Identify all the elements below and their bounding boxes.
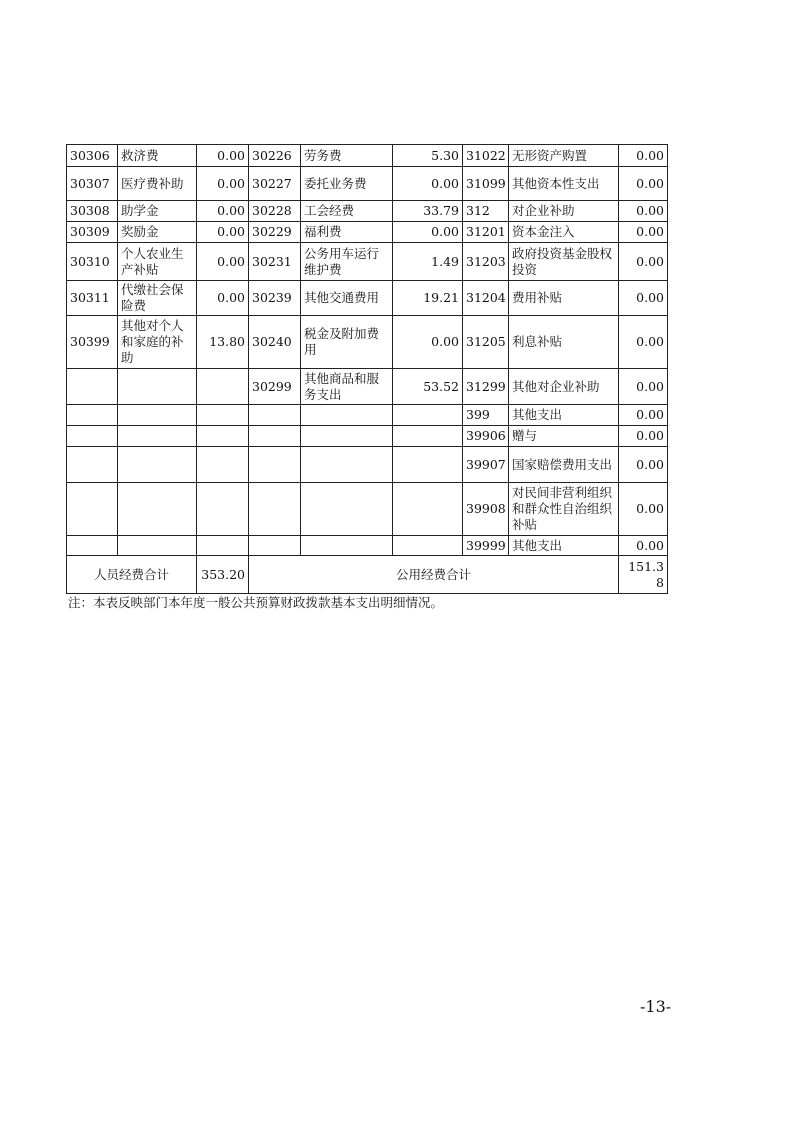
other-amount: 0.00	[619, 369, 668, 405]
personnel-code: 30310	[67, 243, 118, 281]
public-item: 其他交通费用	[301, 281, 393, 316]
table-note: 注：本表反映部门本年度一般公共预算财政拨款基本支出明细情况。	[68, 595, 444, 610]
personnel-total-value: 353.20	[197, 556, 249, 594]
personnel-code	[67, 405, 118, 426]
other-amount: 0.00	[619, 201, 668, 222]
public-code: 30226	[249, 145, 301, 167]
other-item: 其他资本性支出	[509, 167, 619, 201]
public-code	[249, 536, 301, 556]
totals-row	[67, 556, 668, 594]
public-amount: 0.00	[393, 222, 463, 243]
public-item	[301, 536, 393, 556]
personnel-item	[118, 369, 197, 405]
public-item	[301, 483, 393, 536]
public-amount	[393, 426, 463, 447]
personnel-amount: 0.00	[197, 281, 249, 316]
personnel-amount: 0.00	[197, 145, 249, 167]
public-amount	[393, 405, 463, 426]
other-amount: 0.00	[619, 316, 668, 369]
table-row	[67, 447, 668, 483]
other-code: 31204	[463, 281, 509, 316]
public-code: 30229	[249, 222, 301, 243]
other-code: 31201	[463, 222, 509, 243]
personnel-amount: 0.00	[197, 222, 249, 243]
other-item: 其他对企业补助	[509, 369, 619, 405]
personnel-amount	[197, 426, 249, 447]
table-row	[67, 316, 668, 369]
public-amount	[393, 447, 463, 483]
public-item: 福利费	[301, 222, 393, 243]
other-item: 对企业补助	[509, 201, 619, 222]
public-amount: 0.00	[393, 316, 463, 369]
personnel-amount	[197, 405, 249, 426]
public-code: 30231	[249, 243, 301, 281]
page-number: -13-	[640, 997, 672, 1016]
personnel-item	[118, 426, 197, 447]
personnel-amount	[197, 369, 249, 405]
personnel-item	[118, 405, 197, 426]
other-code: 399	[463, 405, 509, 426]
public-amount: 53.52	[393, 369, 463, 405]
public-item: 其他商品和服务支出	[301, 369, 393, 405]
table-row	[67, 426, 668, 447]
other-code: 31099	[463, 167, 509, 201]
table-row	[67, 483, 668, 536]
other-code: 39906	[463, 426, 509, 447]
public-total-label: 公用经费合计	[249, 556, 619, 594]
personnel-item: 助学金	[118, 201, 197, 222]
other-item: 国家赔偿费用支出	[509, 447, 619, 483]
public-code	[249, 447, 301, 483]
other-item: 利息补贴	[509, 316, 619, 369]
public-item: 公务用车运行维护费	[301, 243, 393, 281]
other-amount: 0.00	[619, 536, 668, 556]
other-amount: 0.00	[619, 281, 668, 316]
other-amount: 0.00	[619, 222, 668, 243]
public-code: 30228	[249, 201, 301, 222]
public-amount: 1.49	[393, 243, 463, 281]
personnel-item	[118, 536, 197, 556]
personnel-amount: 0.00	[197, 243, 249, 281]
personnel-total-label: 人员经费合计	[67, 556, 197, 594]
personnel-item	[118, 447, 197, 483]
table-row	[67, 369, 668, 405]
personnel-item: 救济费	[118, 145, 197, 167]
other-code: 31299	[463, 369, 509, 405]
public-amount: 5.30	[393, 145, 463, 167]
public-item	[301, 405, 393, 426]
public-amount	[393, 536, 463, 556]
other-amount: 0.00	[619, 483, 668, 536]
table-row	[67, 536, 668, 556]
public-item: 劳务费	[301, 145, 393, 167]
public-code: 30239	[249, 281, 301, 316]
other-amount: 0.00	[619, 167, 668, 201]
other-code: 31205	[463, 316, 509, 369]
other-code: 39999	[463, 536, 509, 556]
other-amount: 0.00	[619, 405, 668, 426]
other-amount: 0.00	[619, 145, 668, 167]
personnel-code	[67, 483, 118, 536]
personnel-item: 个人农业生产补贴	[118, 243, 197, 281]
personnel-code: 30309	[67, 222, 118, 243]
personnel-amount: 0.00	[197, 201, 249, 222]
public-item: 工会经费	[301, 201, 393, 222]
personnel-item: 其他对个人和家庭的补助	[118, 316, 197, 369]
personnel-amount	[197, 483, 249, 536]
public-code: 30240	[249, 316, 301, 369]
table-row	[67, 145, 668, 167]
personnel-code: 30308	[67, 201, 118, 222]
personnel-amount	[197, 447, 249, 483]
table-row	[67, 281, 668, 316]
table-row	[67, 405, 668, 426]
public-total-value: 151.38	[619, 556, 668, 594]
personnel-item: 医疗费补助	[118, 167, 197, 201]
personnel-code	[67, 369, 118, 405]
public-code: 30299	[249, 369, 301, 405]
other-code: 312	[463, 201, 509, 222]
table-row	[67, 243, 668, 281]
other-amount: 0.00	[619, 447, 668, 483]
personnel-item: 奖励金	[118, 222, 197, 243]
other-item: 费用补贴	[509, 281, 619, 316]
other-code: 31203	[463, 243, 509, 281]
table-row	[67, 167, 668, 201]
personnel-code	[67, 426, 118, 447]
personnel-item: 代缴社会保险费	[118, 281, 197, 316]
personnel-code	[67, 536, 118, 556]
public-item: 委托业务费	[301, 167, 393, 201]
other-amount: 0.00	[619, 243, 668, 281]
other-item: 其他支出	[509, 405, 619, 426]
personnel-amount: 0.00	[197, 167, 249, 201]
personnel-code: 30311	[67, 281, 118, 316]
public-amount: 33.79	[393, 201, 463, 222]
public-amount: 19.21	[393, 281, 463, 316]
expenditure-detail-table	[66, 144, 668, 594]
other-item: 对民间非营利组织和群众性自治组织补贴	[509, 483, 619, 536]
public-code	[249, 405, 301, 426]
public-item	[301, 426, 393, 447]
public-code: 30227	[249, 167, 301, 201]
personnel-item	[118, 483, 197, 536]
other-item: 其他支出	[509, 536, 619, 556]
other-item: 资本金注入	[509, 222, 619, 243]
table-row	[67, 201, 668, 222]
other-item: 赠与	[509, 426, 619, 447]
other-item: 政府投资基金股权投资	[509, 243, 619, 281]
public-code	[249, 483, 301, 536]
public-code	[249, 426, 301, 447]
personnel-code: 30307	[67, 167, 118, 201]
public-item: 税金及附加费用	[301, 316, 393, 369]
table-row	[67, 222, 668, 243]
public-amount: 0.00	[393, 167, 463, 201]
personnel-amount	[197, 536, 249, 556]
public-amount	[393, 483, 463, 536]
personnel-amount: 13.80	[197, 316, 249, 369]
other-amount: 0.00	[619, 426, 668, 447]
other-code: 39907	[463, 447, 509, 483]
other-code: 31022	[463, 145, 509, 167]
personnel-code: 30399	[67, 316, 118, 369]
personnel-code: 30306	[67, 145, 118, 167]
other-item: 无形资产购置	[509, 145, 619, 167]
other-code: 39908	[463, 483, 509, 536]
public-item	[301, 447, 393, 483]
personnel-code	[67, 447, 118, 483]
